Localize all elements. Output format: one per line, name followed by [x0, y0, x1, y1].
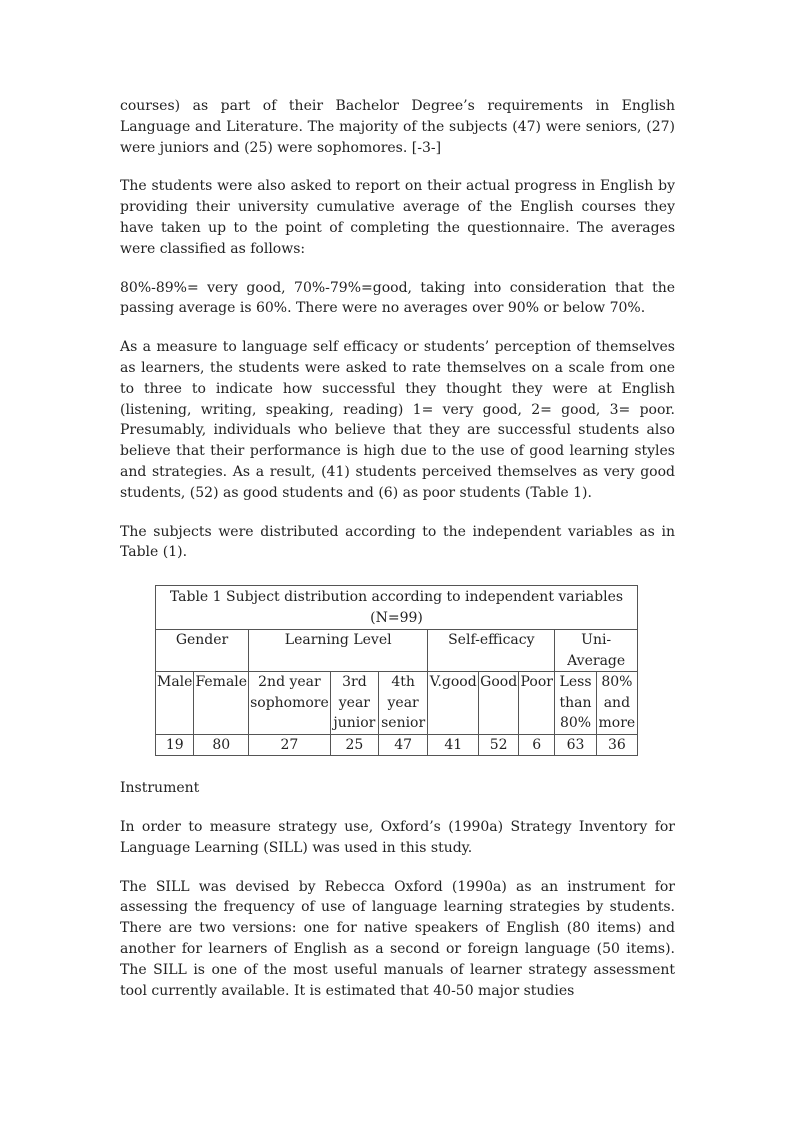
paragraph-6: In order to measure strategy use, Oxford’s (1990a) Strategy Inventory for Language Learning (SILL) was used in this study.: [120, 818, 675, 856]
table-cell: 41: [428, 734, 479, 756]
table-cell: 36: [596, 734, 637, 756]
column-header: 3rd year junior: [330, 672, 378, 735]
group-header-self-efficacy: Self-efficacy: [428, 630, 555, 672]
paragraph-1: courses) as part of their Bachelor Degree’s requirements in English Language and Literature. The majority of the subjects (47) were seniors, (27) were juniors and (25) were sophomores. [-3-]: [120, 98, 675, 156]
paragraph-4: As a measure to language self efficacy or students’ perception of themselves as learners, the students were asked to rate themselves on a scale from one to three to indicate how successful they thought they were at English (listening, writing, speaking, reading) 1= very good, 2= good, 3= poor. Presumably, individuals who believe that they are successful students also believe that their performance is high due to the use of good learning styles and strategies. As a result, (41) students perceived themselves as very good students, (52) as good students and (6) as poor students (Table 1).: [120, 339, 675, 501]
document-page: [120, 96, 675, 1019]
table-row: [156, 734, 638, 756]
table-group-row: [156, 630, 638, 672]
group-header-uni-average: Uni-Average: [555, 630, 638, 672]
column-header: 80% and more: [596, 672, 637, 735]
table-column-row: [156, 672, 638, 735]
column-header: 4th year senior: [378, 672, 427, 735]
table-cell: 6: [519, 734, 555, 756]
table-cell: 52: [479, 734, 519, 756]
column-header: Poor: [519, 672, 555, 735]
table-cell: 25: [330, 734, 378, 756]
column-header: Less than 80%: [555, 672, 596, 735]
paragraph-5: The subjects were distributed according to the independent variables as in Table (1).: [120, 523, 675, 561]
column-header: Male: [156, 672, 194, 735]
table-caption: Table 1 Subject distribution according to independent variables (N=99): [156, 586, 638, 630]
column-header: 2nd year sophomore: [249, 672, 331, 735]
paragraph-2: The students were also asked to report on their actual progress in English by providing their university cumulative average of the English courses they have taken up to the point of completing the questionnaire. The averages were classified as follows:: [120, 178, 675, 257]
table-cell: 47: [378, 734, 427, 756]
column-header: Female: [194, 672, 249, 735]
table-cell: 27: [249, 734, 331, 756]
distribution-table: [155, 585, 638, 756]
table-cell: 80: [194, 734, 249, 756]
group-header-learning-level: Learning Level: [249, 630, 428, 672]
column-header: V.good: [428, 672, 479, 735]
paragraph-3: 80%-89%= very good, 70%-79%=good, taking into consideration that the passing average is 60%. There were no averages over 90% or below 70%.: [120, 279, 675, 317]
section-heading: Instrument: [120, 780, 200, 797]
column-header: Good: [479, 672, 519, 735]
paragraph-7: The SILL was devised by Rebecca Oxford (1990a) as an instrument for assessing the frequency of use of language learning strategies by students. There are two versions: one for native speakers of English (80 items) and another for learners of English as a second or foreign language (50 items). The SILL is one of the most useful manuals of learner strategy assessment tool currently available. It is estimated that 40-50 major studies: [120, 878, 675, 999]
group-header-gender: Gender: [156, 630, 249, 672]
table-cell: 63: [555, 734, 596, 756]
table-cell: 19: [156, 734, 194, 756]
